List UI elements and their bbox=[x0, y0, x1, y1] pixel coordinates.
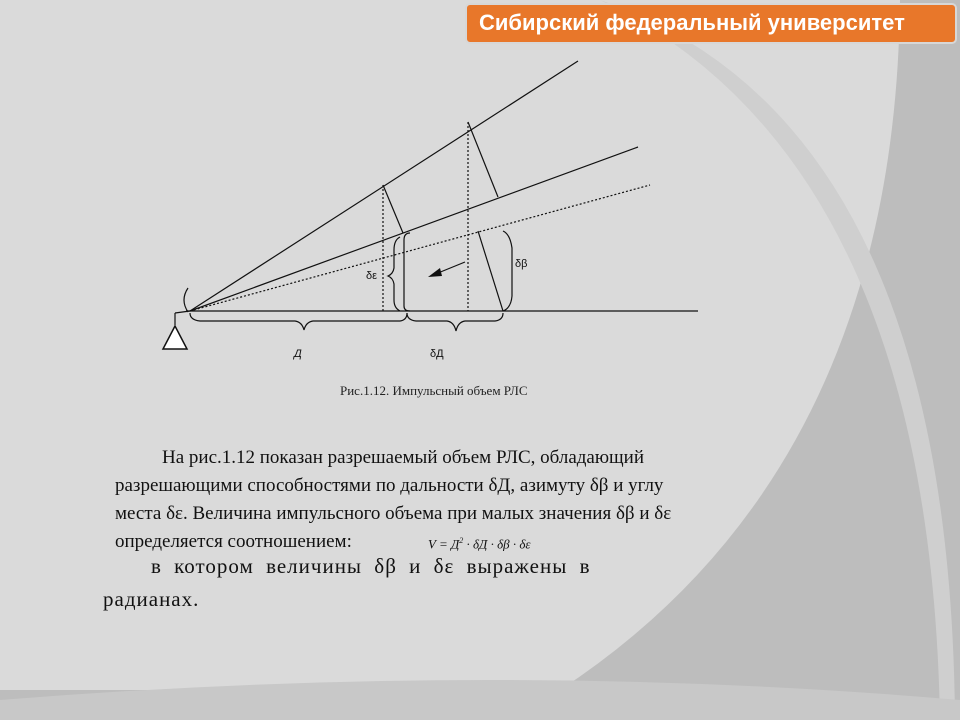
paragraph-line-2: разрешающими способностями по дальности δД, азимуту δβ и углу bbox=[115, 475, 664, 496]
delta-beta-bracket bbox=[503, 231, 512, 311]
header-title: Сибирский федеральный университет bbox=[479, 10, 905, 35]
paragraph-line-3: места δε. Величина импульсного объема при малых значения δβ и δε bbox=[115, 503, 672, 524]
beam-middle-line bbox=[190, 147, 638, 311]
formula-rhs: · δД · δβ · δε bbox=[463, 536, 531, 552]
figure-caption: Рис.1.12. Импульсный объем РЛС bbox=[340, 383, 528, 398]
formula-lhs: V = Д bbox=[428, 536, 460, 552]
near-slant-edge bbox=[383, 185, 403, 233]
overlay-line-2: радианах. bbox=[103, 587, 200, 611]
label-range: Д bbox=[294, 348, 302, 360]
label-delta-range: δД bbox=[430, 348, 444, 360]
direction-arrow bbox=[438, 262, 465, 273]
overlay-line-1: в котором величины δβ и δε выражены в bbox=[151, 554, 591, 578]
paragraph-line-4: определяется соотношением: bbox=[115, 531, 352, 552]
delta-epsilon-brace bbox=[388, 237, 400, 311]
volume-bracket-near bbox=[404, 233, 410, 311]
beam-center-dotted bbox=[190, 185, 650, 311]
delta-range-brace bbox=[407, 313, 503, 331]
overlay-paragraph bbox=[103, 550, 703, 616]
far-slant-edge bbox=[468, 122, 498, 197]
range-brace bbox=[190, 313, 407, 330]
label-delta-beta: δβ bbox=[515, 258, 528, 270]
paragraph-line-1: На рис.1.12 показан разрешаемый объем РЛС, обладающий bbox=[162, 447, 645, 468]
formula-exponent: 2 bbox=[459, 536, 464, 545]
antenna-arc bbox=[184, 288, 188, 312]
antenna-triangle bbox=[163, 326, 187, 349]
label-delta-epsilon: δε bbox=[366, 270, 378, 282]
far-lower-edge bbox=[478, 231, 503, 311]
